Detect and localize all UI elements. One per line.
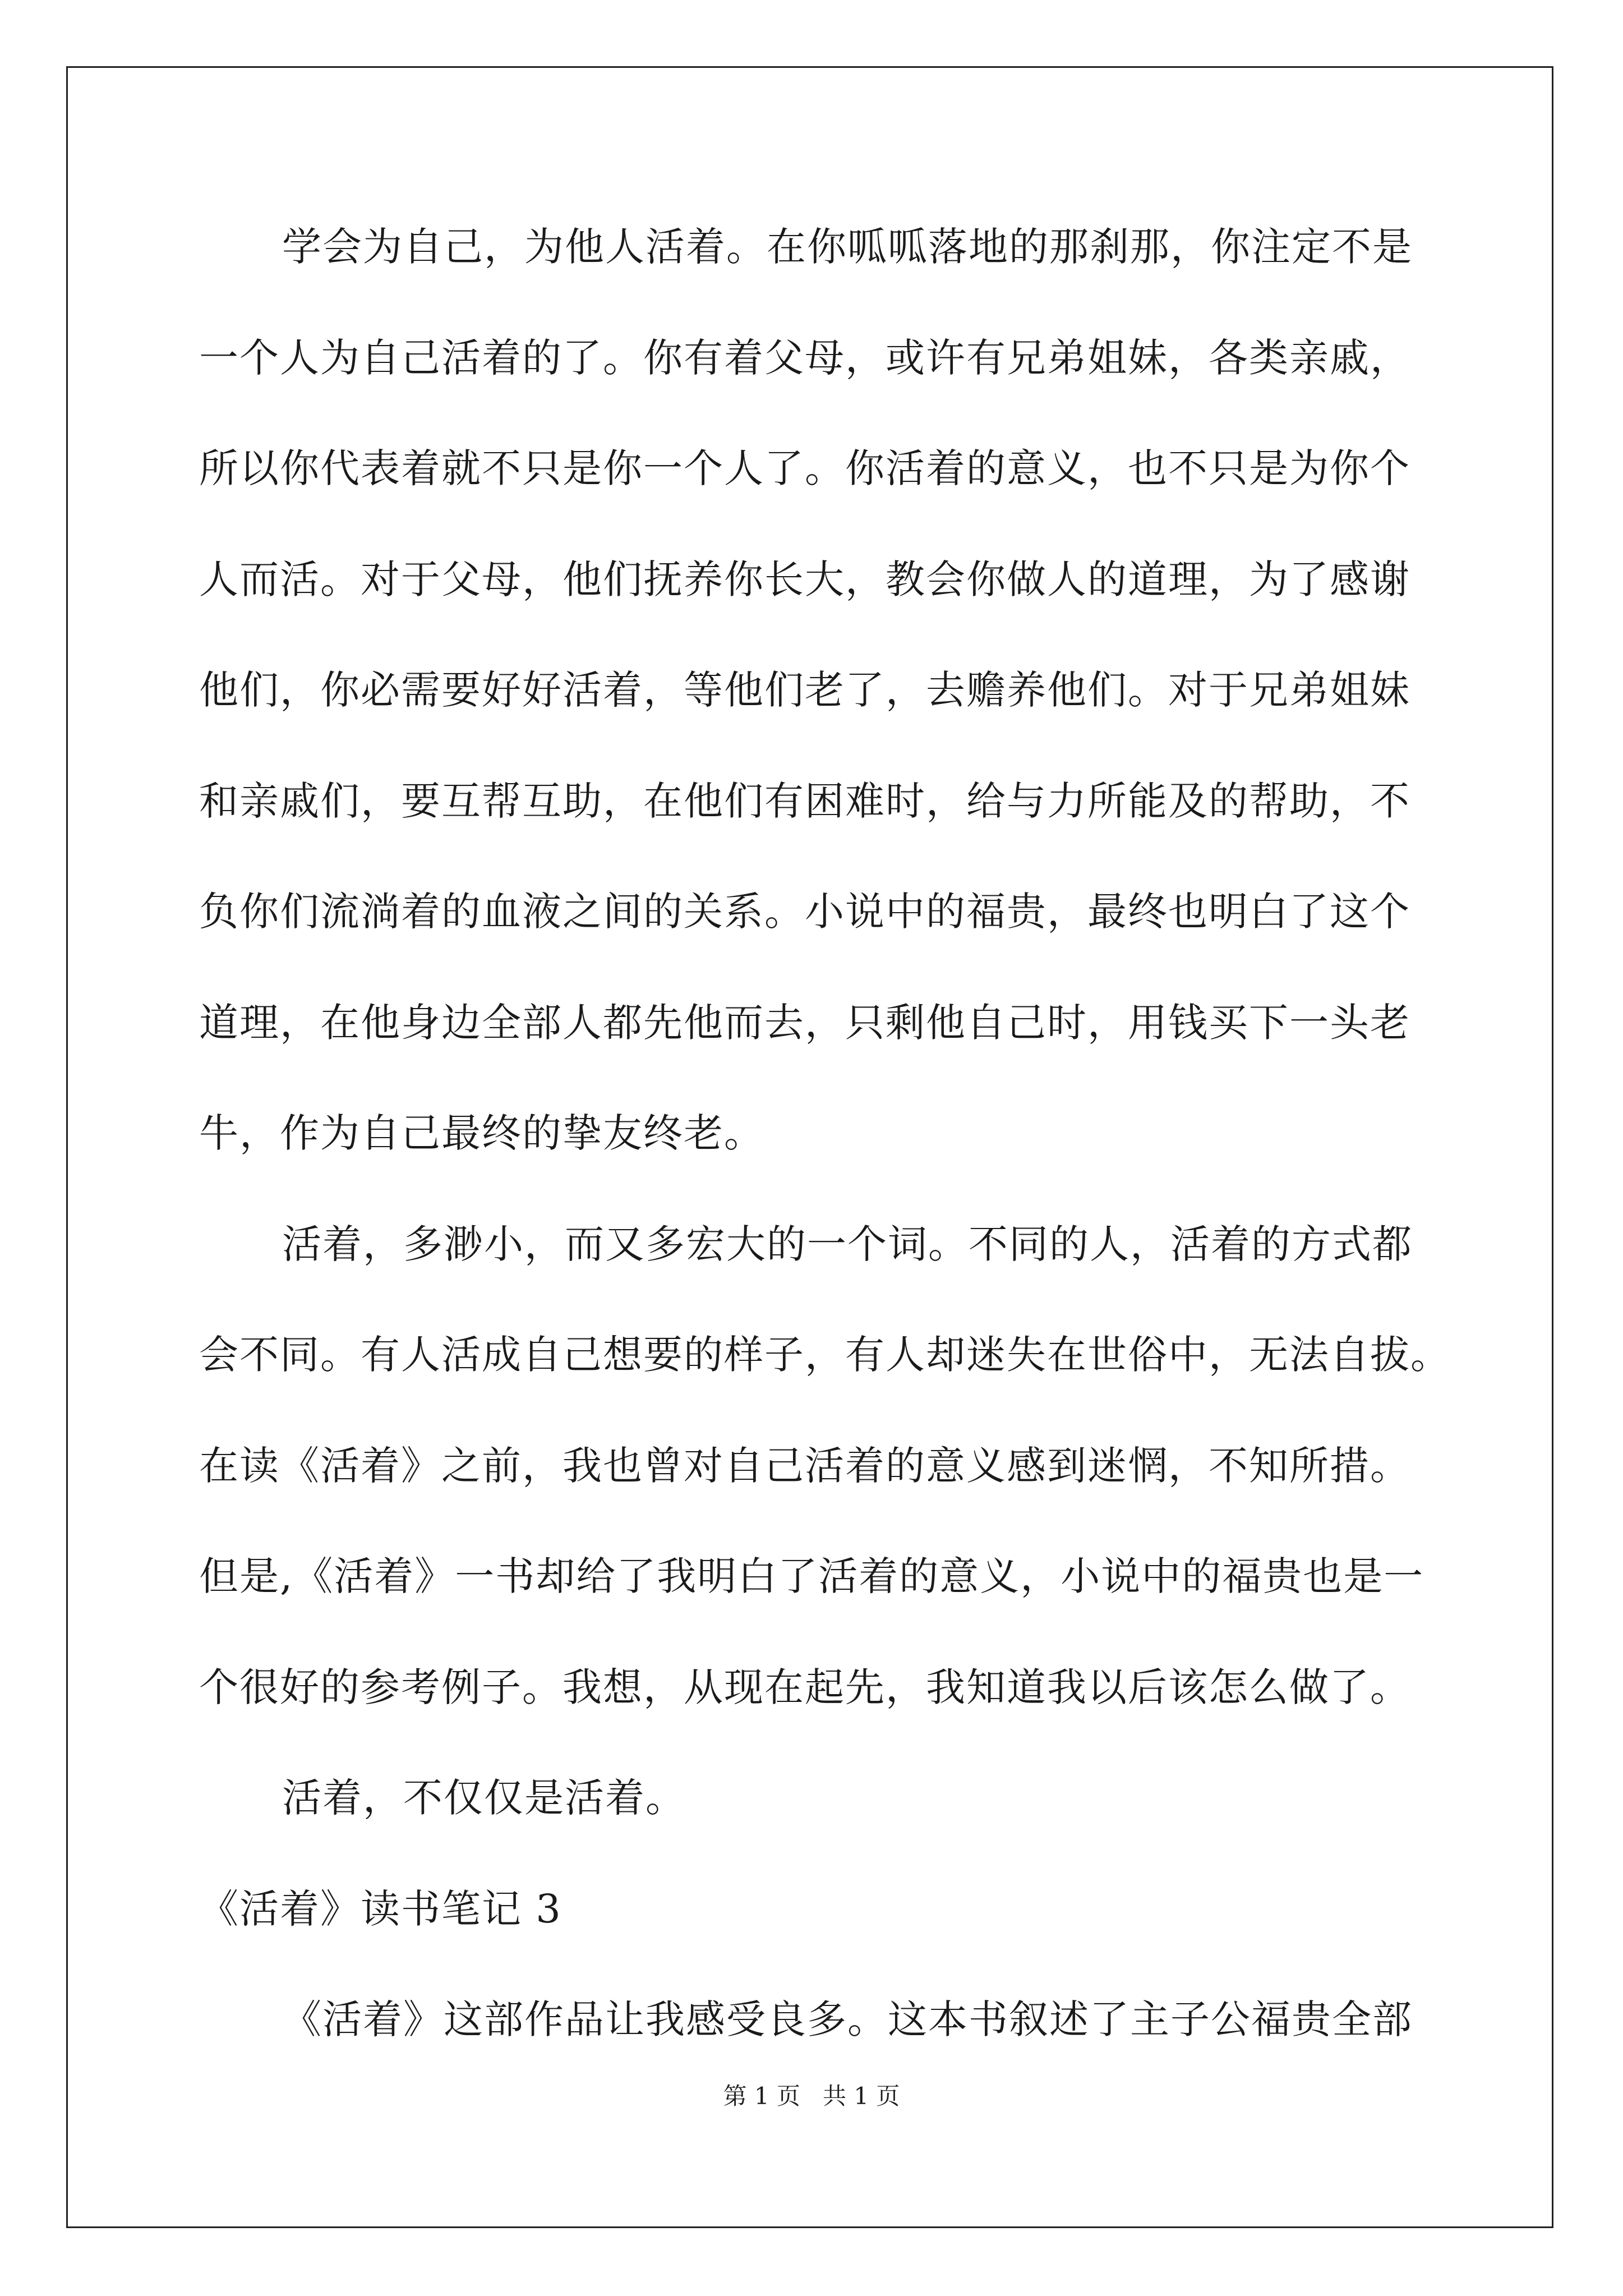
text-line: 活着，多渺小，而又多宏大的一个词。不同的人，活着的方式都 (282, 1221, 1413, 1267)
text-line: 活着，不仅仅是活着。 (282, 1775, 686, 1821)
document-body (199, 222, 1455, 2105)
text-line: 一个人为自己活着的了。你有着父母，或许有兄弟姐妹，各类亲戚， (199, 334, 1410, 381)
text-line: 负你们流淌着的血液之间的关系。小说中的福贵，最终也明白了这个 (199, 889, 1410, 935)
page-total: 共 1 页 (823, 2082, 900, 2110)
text-line: 在读《活着》之前，我也曾对自己活着的意义感到迷惘，不知所措。 (199, 1442, 1410, 1489)
text-line: 所以你代表着就不只是你一个人了。你活着的意义，也不只是为你个 (199, 445, 1410, 491)
text-line: 《活着》这部作品让我感受良多。这本书叙述了主子公福贵全部 (282, 1996, 1413, 2042)
text-line: 人而活。对于父母，他们抚养你长大，教会你做人的道理，为了感谢 (199, 556, 1410, 602)
text-line: 道理，在他身边全部人都先他而去，只剩他自己时，用钱买下一头老 (199, 999, 1410, 1046)
page-footer (0, 2082, 1623, 2110)
page-number: 第 1 页 (723, 2082, 800, 2110)
text-line: 学会为自己，为他人活着。在你呱呱落地的那刹那，你注定不是 (282, 224, 1413, 270)
text-line: 和亲戚们，要互帮互助，在他们有困难时，给与力所能及的帮助，不 (199, 777, 1410, 824)
text-line: 牛，作为自己最终的挚友终老。 (199, 1110, 764, 1156)
section-heading: 《活着》读书笔记 3 (199, 1885, 562, 1932)
text-line: 但是,《活着》一书却给了我明白了活着的意义，小说中的福贵也是一 (199, 1553, 1424, 1599)
text-line: 会不同。有人活成自己想要的样子，有人却迷失在世俗中，无法自拔。 (199, 1332, 1451, 1378)
text-line: 个很好的参考例子。我想，从现在起先，我知道我以后该怎么做了。 (199, 1664, 1410, 1710)
text-line: 他们，你必需要好好活着，等他们老了，去赡养他们。对于兄弟姐妹 (199, 667, 1410, 713)
